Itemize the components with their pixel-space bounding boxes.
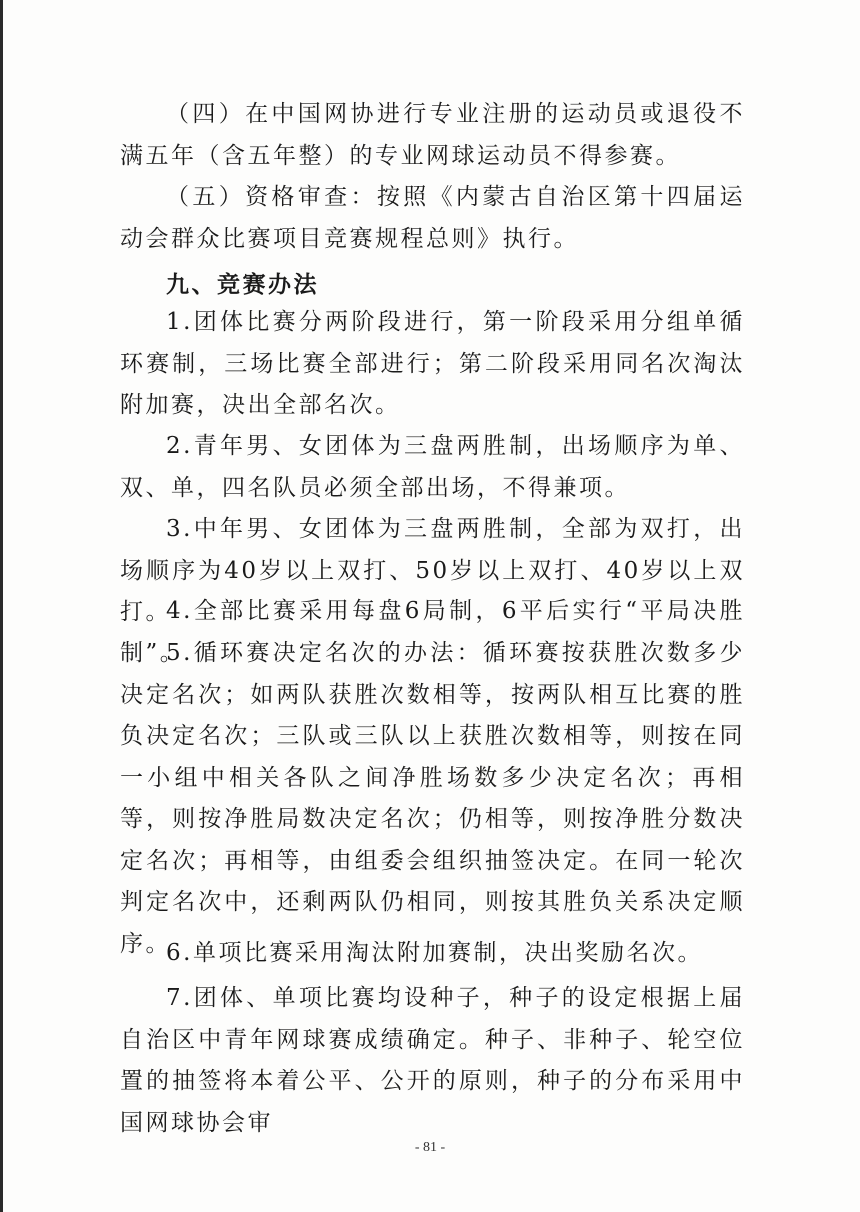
- paragraph-4-eligibility: （四）在中国网协进行专业注册的运动员或退役不满五年（含五年整）的专业网球运动员不得参赛。: [120, 101, 745, 169]
- page-number: - 81 -: [414, 1140, 446, 1155]
- section-heading-competition-method: 九、竞赛办法: [166, 272, 319, 298]
- rule-2-youth-team: 2.青年男、女团体为三盘两胜制，出场顺序为单、双、单，四名队员必须全部出场，不得兼项。: [120, 433, 745, 501]
- paragraph-5-qualification: （五）资格审查：按照《内蒙古自治区第十四届运动会群众比赛项目竞赛规程总则》执行。: [120, 184, 745, 252]
- rule-6-singles-format: 6.单项比赛采用淘汰附加赛制，决出奖励名次。: [166, 940, 703, 966]
- rule-1-team-stages: 1.团体比赛分两阶段进行，第一阶段采用分组单循环赛制，三场比赛全部进行；第二阶段采用同名次淘汰附加赛，决出全部名次。: [120, 309, 745, 418]
- scan-edge: [0, 0, 3, 1212]
- rule-5-ranking-method: 5.循环赛决定名次的办法：循环赛按获胜次数多少决定名次；如两队获胜次数相等，按两队相互比赛的胜负决定名次；三队或三队以上获胜次数相等，则按在同一小组中相关各队之间净胜场数多少决定名次；再相等，则按净胜局数决定名次；仍相等，则按净胜分数决定名次；再相等，由组委会组织抽签决定。在同一轮次判定名次中，还剩两队仍相同，则按其胜负关系决定顺序。: [120, 640, 745, 957]
- rule-3-middle-age-team: 3.中年男、女团体为三盘两胜制，全部为双打，出场顺序为40岁以上双打、50岁以上双打、40岁以上双打。: [120, 516, 745, 625]
- rule-7-seeding: 7.团体、单项比赛均设种子，种子的设定根据上届自治区中青年网球赛成绩确定。种子、非种子、轮空位置的抽签将本着公平、公开的原则，种子的分布采用中国网球协会审: [120, 985, 745, 1136]
- rule-4-set-format: 4.全部比赛采用每盘6局制，6平后实行“平局决胜制”。: [120, 598, 745, 666]
